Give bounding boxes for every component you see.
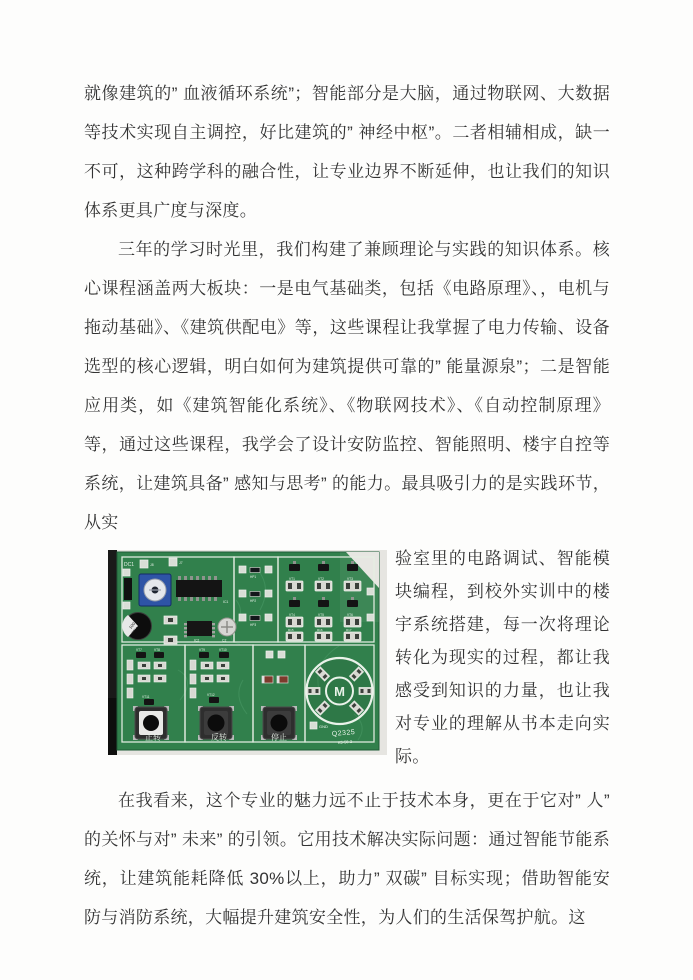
- gnd-pad: [310, 722, 317, 729]
- pcb-label-ic2: IC2: [194, 638, 200, 643]
- pad: [123, 569, 130, 576]
- transistor: [136, 652, 146, 658]
- pad: [140, 560, 148, 568]
- image-text-row: [84, 542, 610, 773]
- pcb-label-gnd: GND: [319, 724, 328, 729]
- pad: [266, 651, 273, 658]
- transistor: [219, 652, 229, 658]
- pcb-label-r17: R17: [346, 628, 352, 632]
- pcb-label-vt12: VT12: [207, 693, 215, 697]
- pcb-label-r16: R16: [317, 628, 323, 632]
- transistor: [199, 652, 209, 658]
- pcb-label-ic1: IC1: [223, 600, 229, 604]
- pcb-label-r15: R15: [288, 628, 294, 632]
- pad: [367, 614, 374, 621]
- pcb-label-code1: Q2325: [331, 728, 356, 738]
- transistor: [154, 652, 164, 658]
- pcb-label-dc1: DC1: [124, 562, 135, 568]
- pcb-label-hp1: HP1: [250, 575, 257, 579]
- pad: [169, 558, 177, 566]
- pcb-label-forward: 正转: [145, 733, 161, 742]
- cap-text-100: 100: [127, 621, 137, 630]
- pcb-label-hp3: HP3: [250, 623, 257, 627]
- pcb-label-hp2: HP2: [250, 599, 257, 603]
- photo-dark-edge-lower: [108, 698, 117, 755]
- paragraph-courses-part1: 三年的学习时光里，我们构建了兼顾理论与实践的知识体系。核心课程涵盖两大板块：一是电气基础类，包括《电路原理》、，电机与拖动基础》、《建筑供配电》等，这些课程让我掌握了电力传输、设备选型的核心逻辑，明白如何为建筑提供可靠的” 能量源泉”；二是智能应用类，如《建筑智能化系统》、《物联网技术》、《自动控制原理》等，通过这些课程，我学会了设计安防监控、智能照明、楼宇自控等系统，让建筑具备” 感知与思考” 的能力。最具吸引力的是实践环节，从实: [84, 240, 610, 532]
- pcb-label-vt1: VT1: [289, 577, 295, 581]
- paragraph-outlook: 在我看来，这个专业的魅力远不止于技术本身，更在于它对” 人” 的关怀与对” 未来” 的引领。它用技术解决实际问题：通过智能节能系统，让建筑能耗降低 30%以上，助力” 双碳” 目标实现；借助智能安防与消防系统，大幅提升建筑安全性，为人们的生活保驾护航。这: [84, 791, 610, 927]
- paragraph-overflow-top: 就像建筑的” 血液循环系统”；智能部分是大脑，通过物联网、大数据等技术实现自主调控，好比建筑的” 神经中枢”。二者相辅相成，缺一不可，这种跨学科的融合性，让专业边界不断延伸，也让我们的知识体系更具广度与深度。: [84, 84, 610, 220]
- pcb-label-stop: 停止: [271, 733, 287, 742]
- pcb-label-vt8: VT8: [154, 648, 160, 652]
- pcb-label-c2: C2: [222, 638, 227, 643]
- paragraph-courses-part2: 验室里的电路调试、智能模块编程，到校外实训中的楼宇系统搭建，每一次将理论转化为现实的过程，都让我感受到知识的力量，也让我对专业的理解从书本走向实际。: [395, 549, 610, 766]
- pcb-label-vt5: VT5: [318, 613, 324, 617]
- pcb-label-vt10: VT10: [219, 648, 227, 652]
- electrolytic-capacitor-component: [122, 613, 151, 640]
- potentiometer-component: [139, 574, 171, 606]
- pcb-photo: [108, 550, 387, 755]
- pcb-label-vt9: VT9: [199, 648, 205, 652]
- pcb-label-vt4: VT4: [289, 613, 295, 617]
- pcb-label-vt6: VT6: [347, 613, 353, 617]
- pad: [123, 602, 130, 609]
- cap-text-35v: 35V: [130, 626, 140, 636]
- pcb-label-code2: K5-58-2: [337, 738, 353, 745]
- pad: [278, 651, 285, 658]
- connector-component: [124, 578, 132, 600]
- pcb-label-j8: J8: [150, 563, 154, 567]
- pcb-label-vt3: VT3: [347, 577, 353, 581]
- pcb-label-vt11: VT11: [142, 695, 150, 699]
- pcb-label-reverse: 反转: [211, 733, 227, 742]
- pcb-label-vt7: VT7: [136, 648, 142, 652]
- pcb-label-motor: M: [334, 684, 345, 699]
- transistor: [209, 697, 219, 703]
- pcb-photo-graphic: [108, 550, 387, 755]
- transistor: [144, 699, 154, 705]
- pad: [367, 588, 374, 595]
- pcb-label-j7: J7: [179, 561, 183, 565]
- pcb-label-vt2: VT2: [318, 577, 324, 581]
